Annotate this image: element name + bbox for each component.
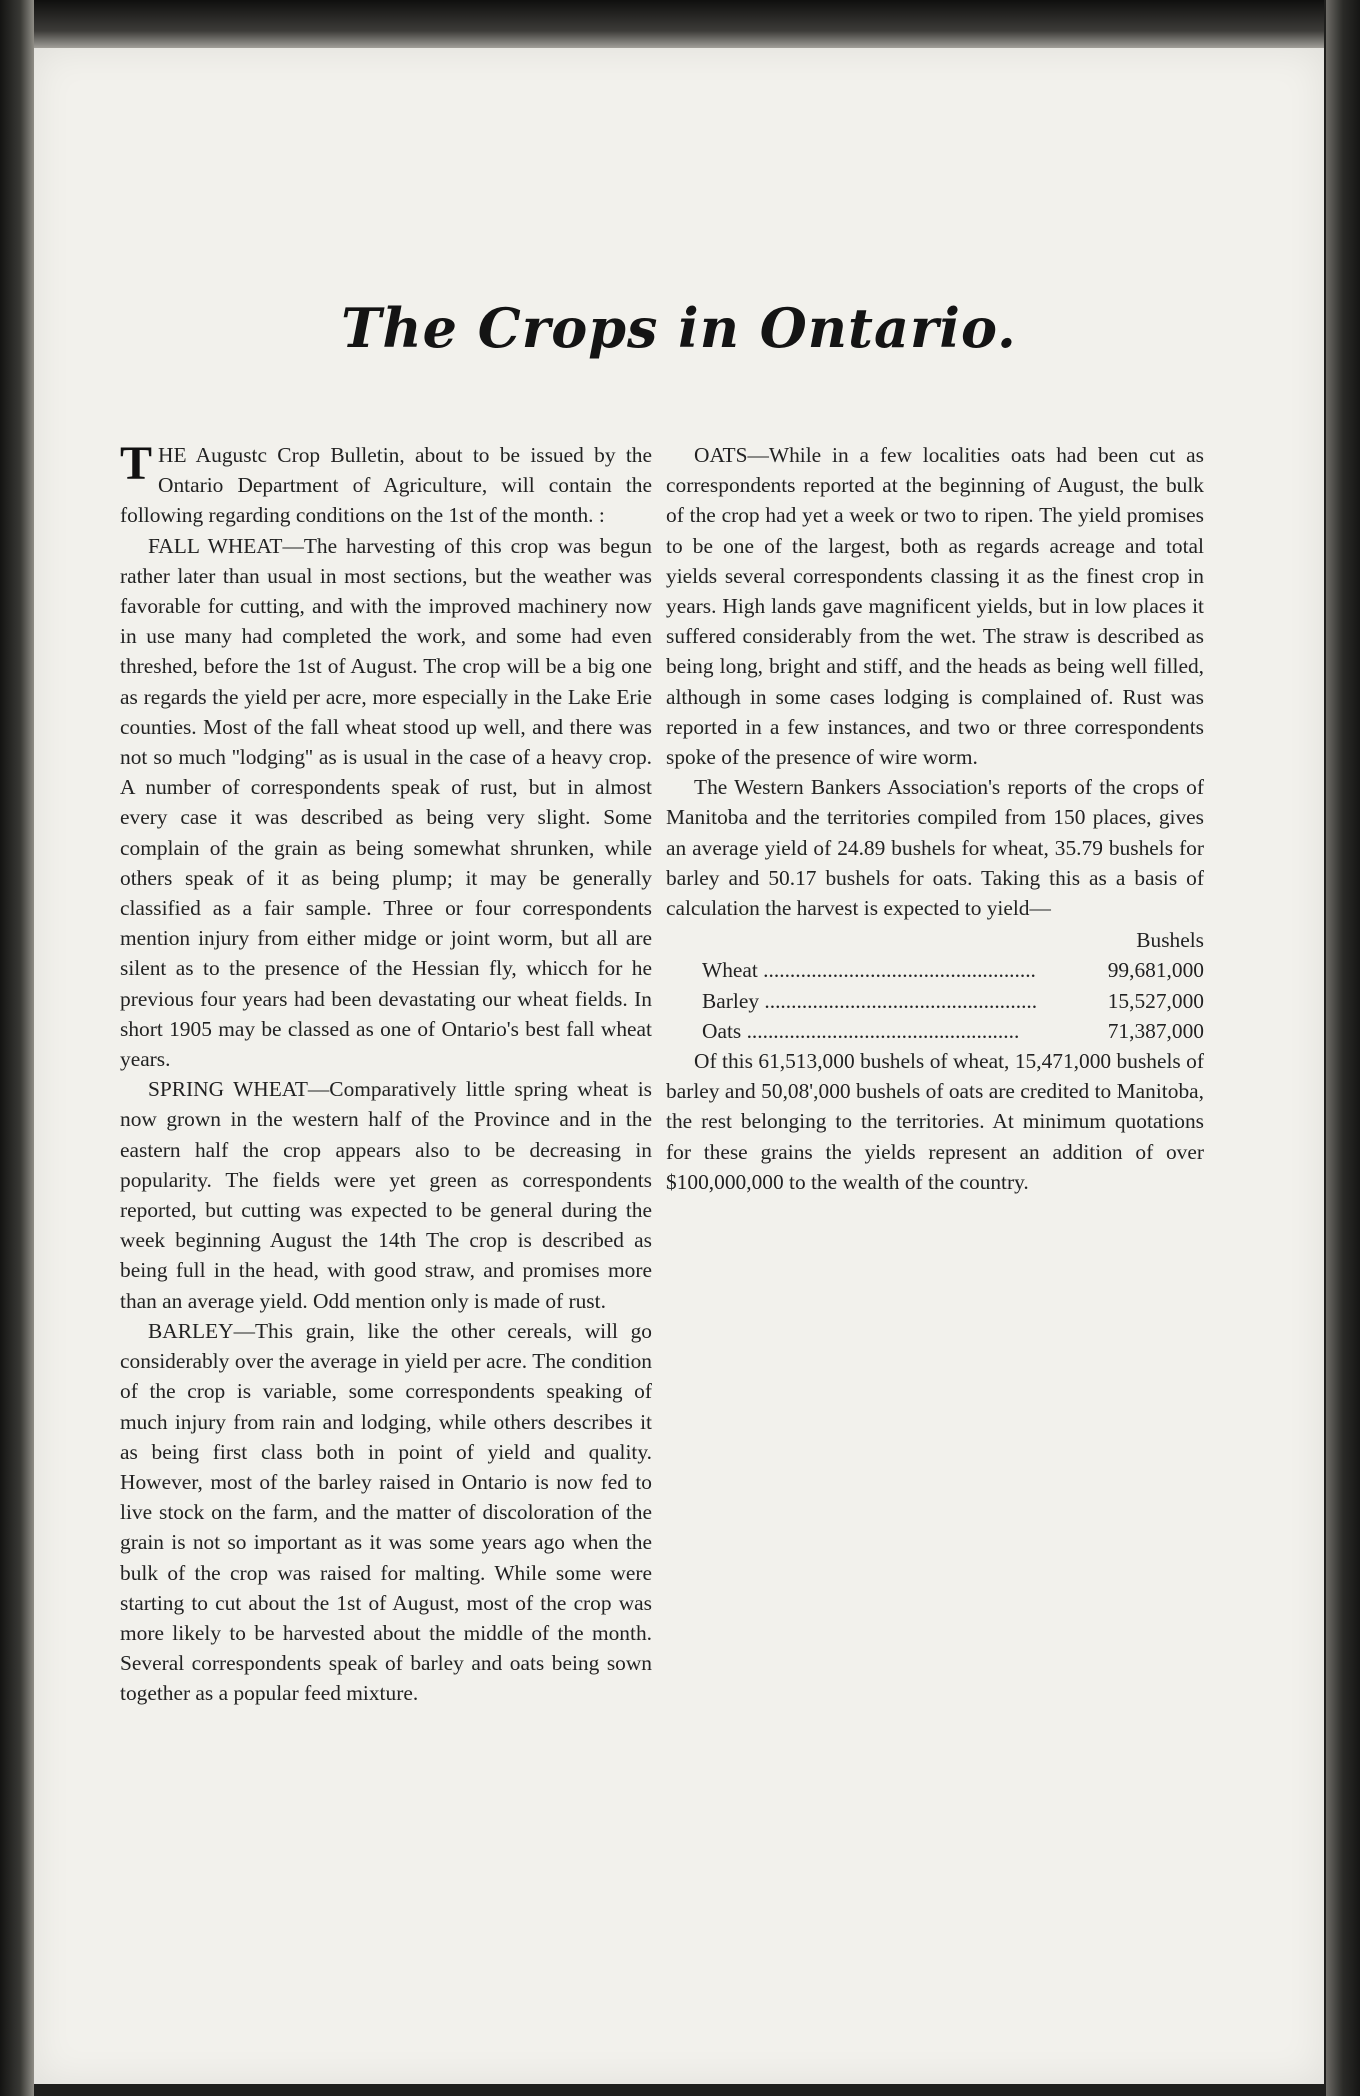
yield-crop: Oats ..... [702, 1016, 1100, 1046]
right-column [666, 440, 1204, 1197]
intro-paragraph [120, 437, 652, 531]
yield-amount: 15,527,000 [1107, 988, 1204, 1013]
western-bankers-paragraph: The Western Bankers Association's reports of the crops of Manitoba and the territories compiled from 150 places, gives an average yield of 24.89 bushels for wheat, 35.79 bushels for barley and 50.17 bushels for oats. Taking this as a basis of calculation the harvest is expected to yield— [666, 775, 1204, 921]
yield-row-barley [666, 986, 1204, 1016]
intro-text: HE Augustc Crop Bulletin, about to be issued by the Ontario Department of Agriculture, will contain the following regarding conditions on the 1st of the month. : [120, 443, 652, 528]
barley-paragraph: BARLEY—This grain, like the other cereals, will go considerably over the average in yield per acre. The condition of the crop is variable, some correspondents speaking of much injury from rain and lodging, while others describes it as being first class both in point of yield and quality. However, most of the barley raised in Ontario is now fed to live stock on the farm, and the matter of discoloration of the grain is not so important as it was some years ago when the bulk of the crop was raised for malting. While some were starting to cut about the 1st of August, most of the crop was more likely to be harvested about the middle of the month. Several correspondents speak of barley and oats being sown together as a popular feed mixture. [120, 1318, 652, 1706]
yield-crop: Barley ..... [702, 986, 1100, 1016]
scan-edge-left [0, 0, 34, 2096]
scan-edge-right [1326, 0, 1360, 2096]
fall-wheat-paragraph: FALL WHEAT—The harvesting of this crop was begun rather later than usual in most sections, but the weather was favorable for cutting, and with the improved machinery now in use many had completed the work, and some had even threshed, before the 1st of August. The crop will be a big one as regards the yield per acre, more especially in the Lake Erie counties. Most of the fall wheat stood up well, and there was not so much ''lodging'' as is usual in the case of a heavy crop. A number of correspondents speak of rust, but in almost every case it was described as being very slight. Some complain of the grain as being somewhat shrunken, while others speak of it as being plump; it may be generally classified as a fair sample. Three or four correspondents mention injury from either midge or joint worm, but all are silent as to the presence of the Hessian fly, whicch for he previous four years had been devastating our wheat fields. In short 1905 may be classed as one of Ontario's best fall wheat years. [120, 533, 652, 1072]
yield-amount: 71,387,000 [1107, 1018, 1204, 1043]
document-page [34, 48, 1324, 2084]
left-column [120, 437, 652, 1709]
yield-row-oats [666, 1016, 1204, 1046]
yield-row-wheat [666, 955, 1204, 985]
oats-paragraph: OATS—While in a few localities oats had been cut as correspondents reported at the beginning of August, the bulk of the crop had yet a week or two to ripen. The yield promises to be one of the largest, both as regards acreage and total yields several correspondents classing it as the finest crop in years. High lands gave magnificent yields, but in low places it suffered considerably from the wet. The straw is described as being long, bright and stiff, and the heads as being well filled, although in some cases lodging is complained of. Rust was reported in a few instances, and two or three correspondents spoke of the presence of wire worm. [666, 443, 1204, 770]
drop-cap: T [120, 437, 153, 490]
spring-wheat-paragraph: SPRING WHEAT—Comparatively little spring wheat is now grown in the western half of the Province and in the eastern half the crop appears also to be decreasing in popularity. The fields were yet green as correspondents reported, but cutting was expected to be general during the week beginning August the 14th The crop is described as being full in the head, with good straw, and promises more than an average yield. Odd mention only is made of rust. [120, 1077, 652, 1313]
closing-paragraph: Of this 61,513,000 bushels of wheat, 15,471,000 bushels of barley and 50,08',000 bushels of oats are credited to Manitoba, the rest belonging to the territories. At minimum quotations for these grains the yields represent an addition of over $100,000,000 to the wealth of the country. [666, 1049, 1204, 1194]
yield-amount: 99,681,000 [1107, 958, 1204, 983]
article-title: The Crops in Ontario. [341, 296, 1017, 360]
yield-crop: Wheat ..... [702, 955, 1100, 985]
yield-table-header: Bushels [1136, 928, 1204, 953]
